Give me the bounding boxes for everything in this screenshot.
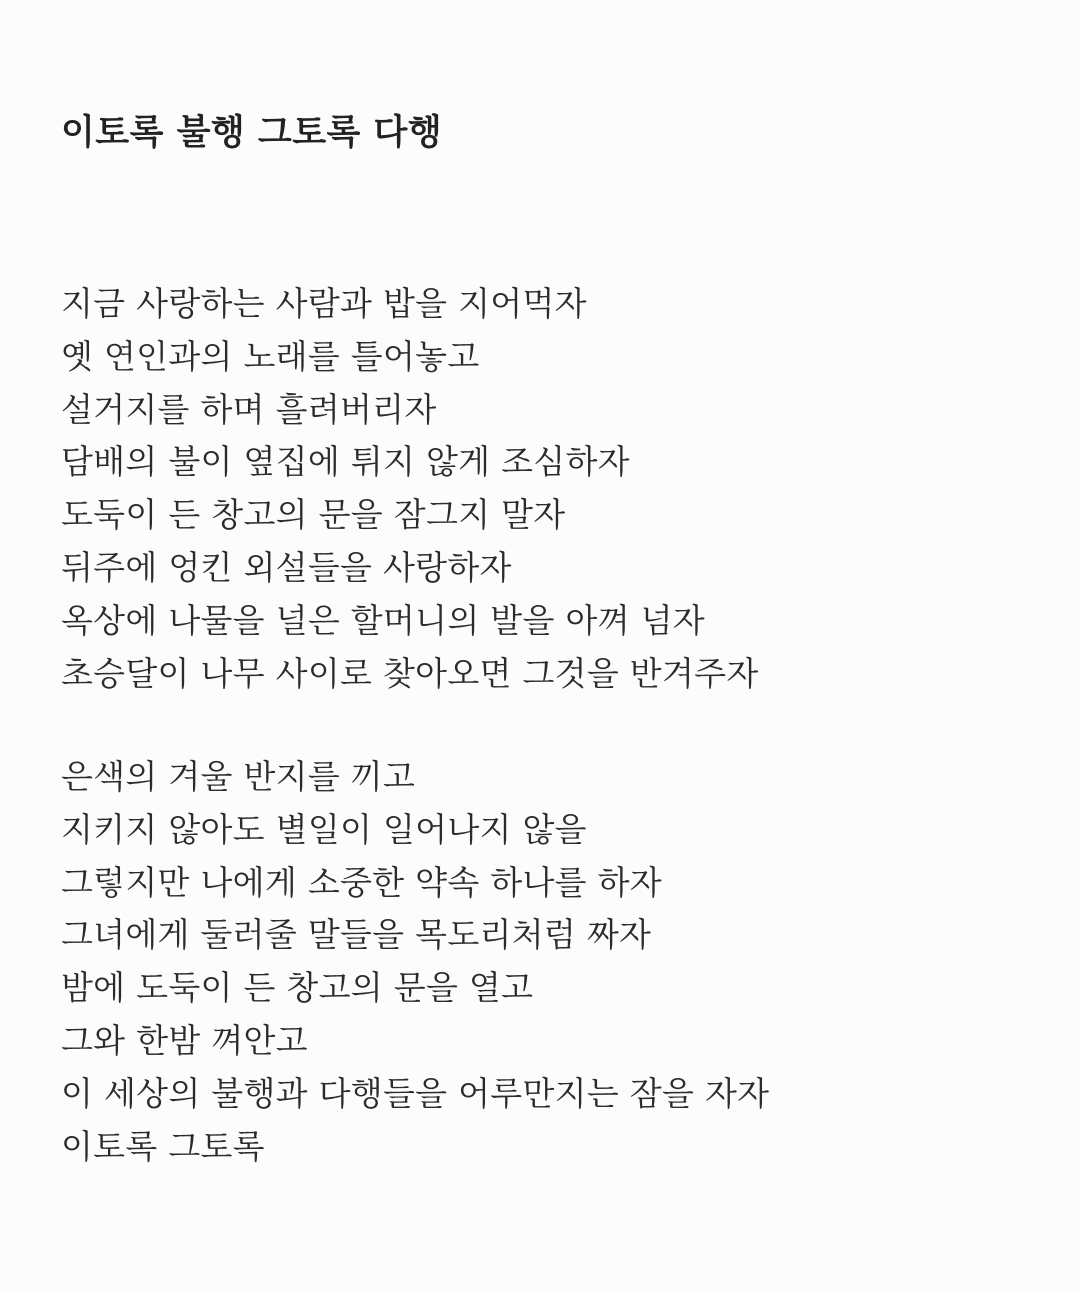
poem-line: 옛 연인과의 노래를 틀어놓고 — [61, 336, 480, 376]
poem-line: 지금 사랑하는 사람과 밥을 지어먹자 — [61, 284, 587, 323]
poem-line: 초승달이 나무 사이로 찾아오면 그것을 반겨주자 — [61, 653, 759, 693]
stanza-1 — [61, 278, 759, 700]
poem-line: 밤에 도둑이 든 창고의 문을 열고 — [61, 968, 534, 1008]
poem-title: 이토록 불행 그토록 다행 — [61, 113, 443, 153]
poem-line: 담배의 불이 옆집에 튀지 않게 조심하자 — [61, 442, 630, 482]
poem-line: 설거지를 하며 흘려버리자 — [61, 389, 437, 429]
stanza-2 — [61, 751, 769, 1173]
poem-line: 뒤주에 엉킨 외설들을 사랑하자 — [61, 547, 512, 587]
poem-line: 옥상에 나물을 널은 할머니의 발을 아껴 넘자 — [61, 600, 705, 640]
poem-line: 이토록 그토록 — [61, 1126, 265, 1166]
poem-line: 지키지 않아도 별일이 일어나지 않을 — [61, 809, 587, 849]
poem-line: 도둑이 든 창고의 문을 잠그지 말자 — [61, 495, 566, 535]
poem-line: 그와 한밤 껴안고 — [61, 1020, 308, 1060]
poem-line: 그렇지만 나에게 소중한 약속 하나를 하자 — [61, 862, 662, 902]
poem-line: 이 세상의 불행과 다행들을 어루만지는 잠을 자자 — [61, 1073, 770, 1113]
poem-line: 은색의 겨울 반지를 끼고 — [61, 757, 416, 796]
poem-line: 그녀에게 둘러줄 말들을 목도리처럼 짜자 — [61, 915, 652, 955]
